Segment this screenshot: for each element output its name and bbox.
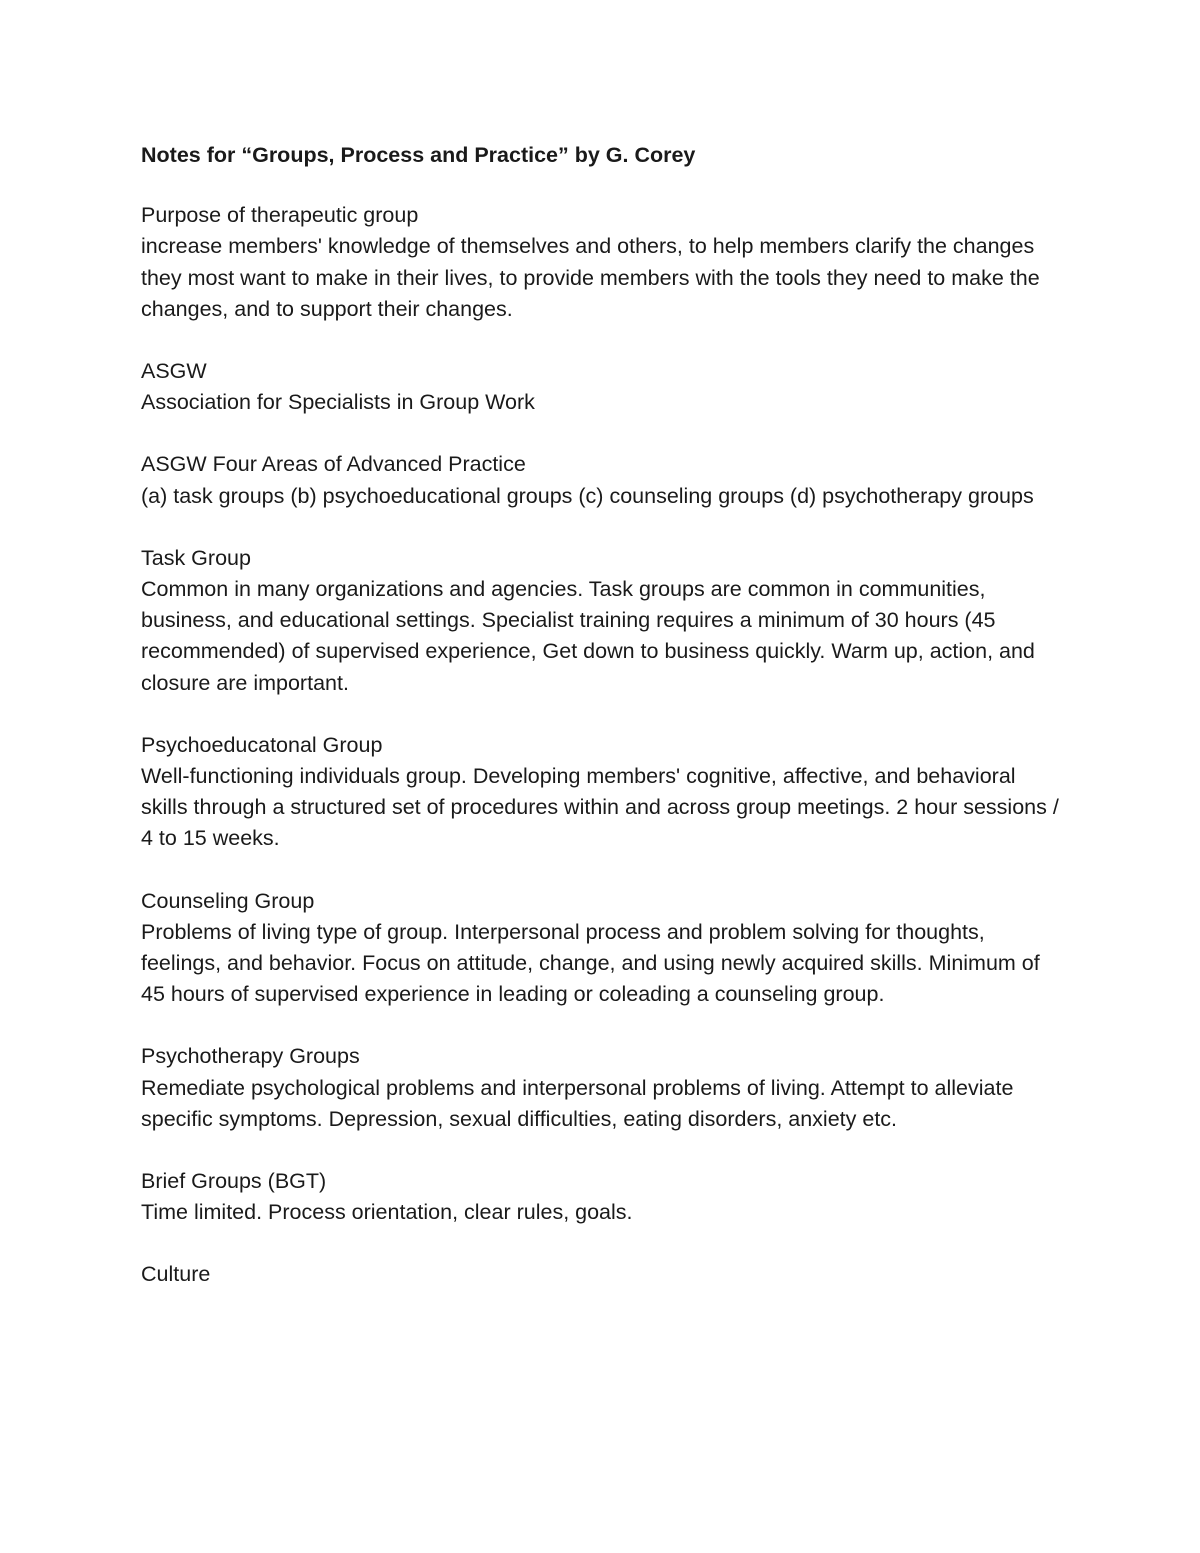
document-title: Notes for “Groups, Process and Practice” by G. Corey [141, 143, 696, 167]
section-heading: Purpose of therapeutic group [141, 203, 419, 228]
section-task-group [141, 543, 1066, 699]
section-psychoeducational-group [141, 730, 1066, 855]
section-body: Common in many organizations and agencies. Task groups are common in communities, business, and educational settings. Specialist training requires a minimum of 30 hours (45 recommended) of supervised experience, Get down to business quickly. Warm up, action, and closure are important. [141, 577, 1035, 695]
section-body: Time limited. Process orientation, clear rules, goals. [141, 1200, 633, 1225]
section-body: Problems of living type of group. Interpersonal process and problem solving for thoughts, feelings, and behavior. Focus on attitude, change, and using newly acquired skills. Minimum of 45 hours of supervised experience in leading or coleading a counseling group. [141, 919, 1040, 1007]
section-body: (a) task groups (b) psychoeducational groups (c) counseling groups (d) psychotherapy groups [141, 483, 1034, 508]
section-heading: Counseling Group [141, 888, 315, 913]
section-purpose [141, 200, 1066, 325]
section-heading: Brief Groups (BGT) [141, 1169, 327, 1194]
section-counseling-group [141, 886, 1066, 1011]
section-four-areas [141, 449, 1066, 511]
section-heading: ASGW [141, 359, 207, 384]
section-heading: Psychotherapy Groups [141, 1044, 360, 1069]
section-heading: ASGW Four Areas of Advanced Practice [141, 452, 526, 477]
section-body: Well-functioning individuals group. Developing members' cognitive, affective, and behavioral skills through a structured set of procedures within and across group meetings. 2 hour sessions / 4 to 15 weeks. [141, 764, 1059, 851]
section-body: increase members' knowledge of themselves and others, to help members clarify the changes they most want to make in their lives, to provide members with the tools they need to make the changes, and to support their changes. [141, 234, 1040, 321]
section-body: Association for Specialists in Group Work [141, 390, 535, 415]
section-body: Remediate psychological problems and interpersonal problems of living. Attempt to alleviate specific symptoms. Depression, sexual difficulties, eating disorders, anxiety etc. [141, 1075, 1014, 1131]
section-heading: Psychoeducatonal Group [141, 732, 383, 757]
section-asgw [141, 356, 1066, 418]
section-psychotherapy-groups [141, 1041, 1066, 1135]
section-culture [141, 1259, 1066, 1290]
document-page [141, 140, 1066, 1322]
section-heading: Culture [141, 1262, 211, 1287]
section-heading: Task Group [141, 545, 251, 570]
section-brief-groups [141, 1166, 1066, 1228]
